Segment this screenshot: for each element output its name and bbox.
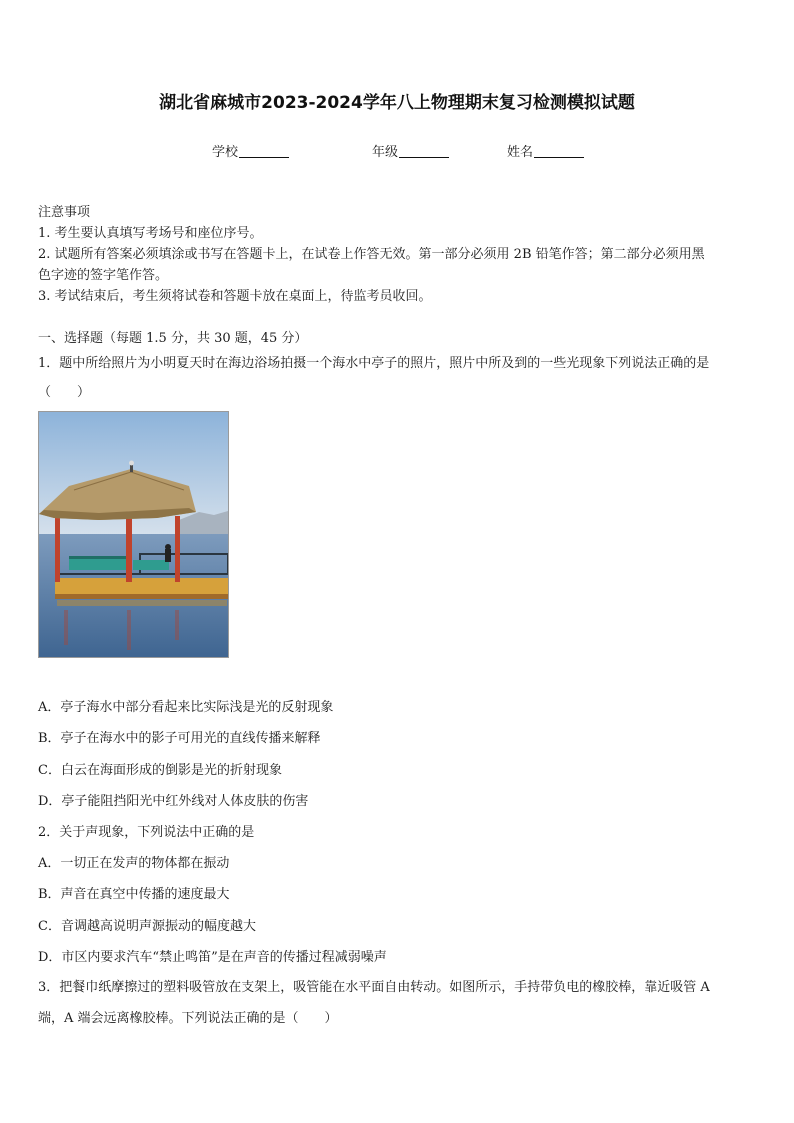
notes-item: 1. 考生要认真填写考场号和座位序号。 [38,226,263,241]
name-field[interactable] [507,141,584,160]
question-2-option-b[interactable]: B．声音在真空中传播的速度最大 [38,887,230,902]
question-3-stem [38,977,760,1029]
section-title: 一、选择题（每题 1.5 分，共 30 题，45 分） [38,331,308,346]
grade-label: 年级 [372,145,399,160]
grade-field[interactable] [372,141,449,160]
name-blank[interactable] [534,143,584,158]
school-label: 学校 [212,145,239,160]
pavilion-photo-illustration [39,412,228,657]
question-1-option-a[interactable]: A．亭子海水中部分看起来比实际浅是光的反射现象 [38,700,334,715]
notes-item: 3. 考试结束后，考生须将试卷和答题卡放在桌面上，待监考员收回。 [38,289,432,304]
question-2-stem: 2．关于声现象，下列说法中正确的是 [38,825,255,840]
question-3-line1: 3．把餐巾纸摩擦过的塑料吸管放在支架上，吸管能在水平面自由转动。如图所示，手持带负电的橡胶棒，靠近吸管 A [38,980,710,995]
question-2-option-a[interactable]: A．一切正在发声的物体都在振动 [38,856,230,871]
question-1-option-b[interactable]: B．亭子在海水中的影子可用光的直线传播来解释 [38,731,321,746]
notes-block [38,202,760,307]
question-1-line1: 1．题中所给照片为小明夏天时在海边浴场拍摄一个海水中亭子的照片，照片中所及到的一些光现象下列说法正确的是 [38,356,710,371]
question-2-option-c[interactable]: C．音调越高说明声源振动的幅度越大 [38,919,256,934]
question-1-line2: （ ） [38,385,91,400]
question-1-option-c[interactable]: C．白云在海面形成的倒影是光的折射现象 [38,763,282,778]
question-1-option-d[interactable]: D．亭子能阻挡阳光中红外线对人体皮肤的伤害 [38,794,309,809]
question-2-option-d[interactable]: D．市区内要求汽车“禁止鸣笛”是在声音的传播过程减弱噪声 [38,950,387,965]
page-title: 湖北省麻城市2023-2024学年八上物理期末复习检测模拟试题 [159,93,635,113]
name-label: 姓名 [507,145,534,160]
pavilion-photo [38,411,229,658]
question-1-stem [38,353,760,403]
school-field[interactable] [212,141,289,160]
notes-item: 色字迹的签字笔作答。 [38,268,169,283]
notes-item: 2. 试题所有答案必须填涂或书写在答题卡上，在试卷上作答无效。第一部分必须用 2B 铅笔作答；第二部分必须用黑 [38,247,705,262]
school-blank[interactable] [239,143,289,158]
student-info-row [0,141,794,161]
question-3-line2: 端，A 端会远离橡胶棒。下列说法正确的是（ ） [38,1011,338,1026]
grade-blank[interactable] [399,143,449,158]
notes-heading: 注意事项 [38,205,91,220]
